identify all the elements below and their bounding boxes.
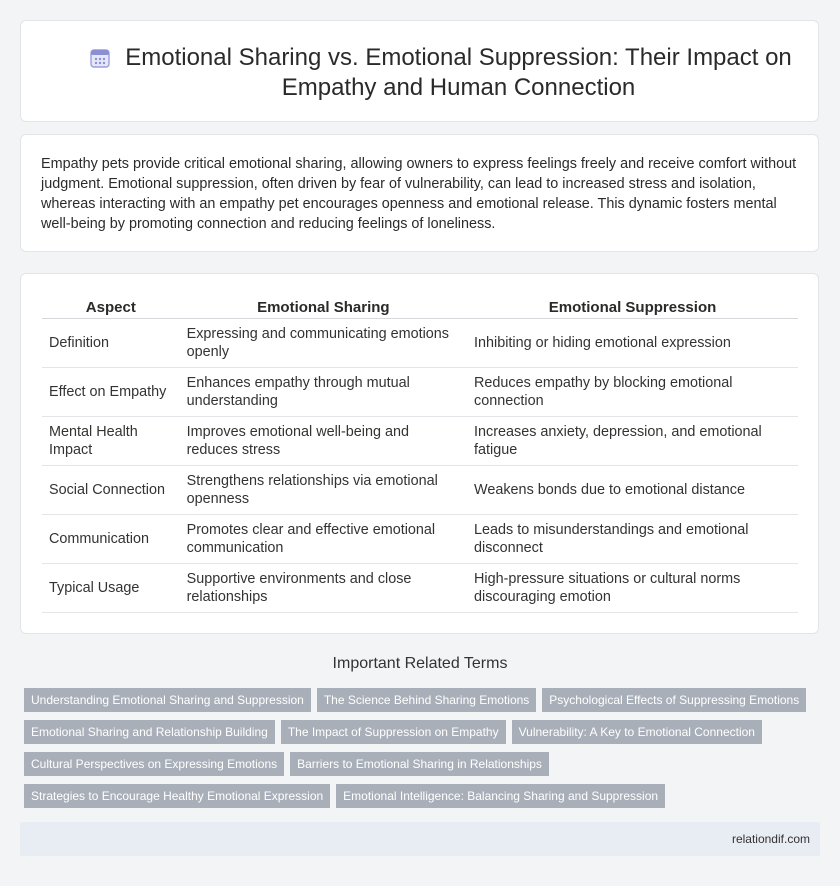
column-header-suppression: Emotional Suppression <box>467 296 798 319</box>
table-row <box>42 466 798 515</box>
related-term-tag[interactable]: The Impact of Suppression on Empathy <box>281 720 506 744</box>
tag-row <box>24 784 824 808</box>
table-cell-aspect: Definition <box>42 319 180 368</box>
table-cell-suppression: Weakens bonds due to emotional distance <box>467 466 798 515</box>
table-row <box>42 319 798 368</box>
intro-card <box>20 134 819 252</box>
column-header-sharing: Emotional Sharing <box>180 296 467 319</box>
table-cell-aspect: Communication <box>42 515 180 564</box>
tag-row <box>24 720 824 744</box>
table-cell-aspect: Mental Health Impact <box>42 417 180 466</box>
table-cell-sharing: Supportive environments and close relationships <box>180 564 467 613</box>
related-term-tag[interactable]: Understanding Emotional Sharing and Suppression <box>24 688 311 712</box>
related-term-tag[interactable]: Barriers to Emotional Sharing in Relationships <box>290 752 549 776</box>
title-card <box>20 20 819 122</box>
related-term-tag[interactable]: Psychological Effects of Suppressing Emotions <box>542 688 806 712</box>
tag-row <box>24 752 824 776</box>
table-cell-aspect: Typical Usage <box>42 564 180 613</box>
related-terms-heading: Important Related Terms <box>332 655 508 672</box>
table-cell-sharing: Enhances empathy through mutual understanding <box>180 368 467 417</box>
related-term-tag[interactable]: Strategies to Encourage Healthy Emotional Expression <box>24 784 330 808</box>
table-cell-sharing: Improves emotional well-being and reduces stress <box>180 417 467 466</box>
table-header-row <box>42 296 798 319</box>
comparison-table-card <box>20 273 819 634</box>
comparison-table <box>42 296 798 613</box>
table-row <box>42 368 798 417</box>
table-row <box>42 564 798 613</box>
table-cell-sharing: Strengthens relationships via emotional openness <box>180 466 467 515</box>
related-term-tag[interactable]: The Science Behind Sharing Emotions <box>317 688 536 712</box>
intro-paragraph: Empathy pets provide critical emotional sharing, allowing owners to express feelings freely and receive comfort without judgment. Emotional suppression, often driven by fear of vulnerability, can lead to increased stress and isolation, whereas interacting with an empathy pet encourages openness and emotional release. This dynamic fosters mental well-being by promoting connection and reducing feelings of loneliness. <box>41 156 797 232</box>
column-header-aspect: Aspect <box>42 296 180 319</box>
table-cell-aspect: Social Connection <box>42 466 180 515</box>
footer-bar <box>20 822 820 856</box>
related-terms-list <box>24 688 824 816</box>
related-term-tag[interactable]: Cultural Perspectives on Expressing Emotions <box>24 752 284 776</box>
table-row <box>42 417 798 466</box>
table-cell-sharing: Promotes clear and effective emotional communication <box>180 515 467 564</box>
page-title: Emotional Sharing vs. Emotional Suppression: Their Impact on Empathy and Human Connection <box>125 44 792 101</box>
related-term-tag[interactable]: Vulnerability: A Key to Emotional Connection <box>512 720 762 744</box>
table-cell-aspect: Effect on Empathy <box>42 368 180 417</box>
related-term-tag[interactable]: Emotional Intelligence: Balancing Sharing and Suppression <box>336 784 665 808</box>
tag-row <box>24 688 824 712</box>
related-term-tag[interactable]: Emotional Sharing and Relationship Building <box>24 720 275 744</box>
table-row <box>42 515 798 564</box>
footer-site-name: relationdif.com <box>731 832 810 846</box>
table-cell-suppression: Inhibiting or hiding emotional expression <box>467 319 798 368</box>
table-cell-suppression: High-pressure situations or cultural norms discouraging emotion <box>467 564 798 613</box>
table-cell-suppression: Leads to misunderstandings and emotional disconnect <box>467 515 798 564</box>
table-cell-suppression: Increases anxiety, depression, and emotional fatigue <box>467 417 798 466</box>
table-cell-suppression: Reduces empathy by blocking emotional connection <box>467 368 798 417</box>
table-cell-sharing: Expressing and communicating emotions openly <box>180 319 467 368</box>
